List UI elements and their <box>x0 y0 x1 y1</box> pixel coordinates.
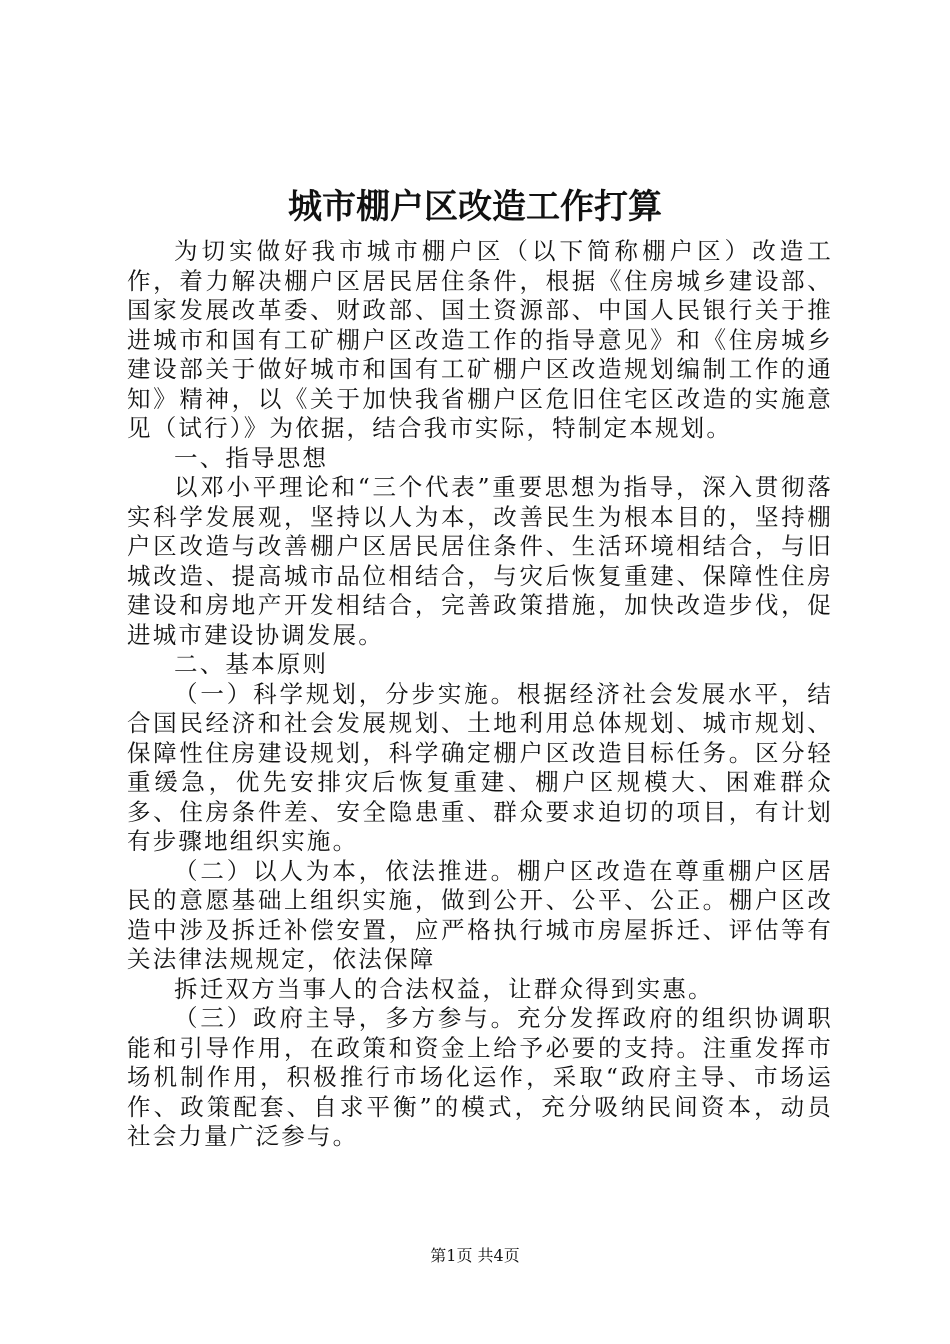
principle-2-paragraph: （二）以人为本，依法推进。棚户区改造在尊重棚户区居民的意愿基础上组织实施，做到公开、公平、公正。棚户区改造中涉及拆迁补偿安置，应严格执行城市房屋拆迁、评估等有关法律法规规定，依法保障 <box>127 856 833 973</box>
principle-2-continuation: 拆迁双方当事人的合法权益，让群众得到实惠。 <box>174 974 714 1003</box>
section-heading-basic-principles: 二、基本原则 <box>174 650 329 678</box>
document-title: 城市棚户区改造工作打算 <box>288 187 662 227</box>
intro-paragraph: 为切实做好我市城市棚户区（以下简称棚户区）改造工作，着力解决棚户区居民居住条件，根据《住房城乡建设部、国家发展改革委、财政部、国土资源部、中国人民银行关于推进城市和国有工矿棚户区改造工作的指导意见》和《住房城乡建设部关于做好城市和国有工矿棚户区改造规划编制工作的通知》精神，以《关于加快我省棚户区危旧住宅区改造的实施意见（试行）》为依据，结合我市实际，特制定本规划。 <box>127 237 833 442</box>
principle-1-paragraph: （一）科学规划，分步实施。根据经济社会发展水平，结合国民经济和社会发展规划、土地利用总体规划、城市规划、保障性住房建设规划，科学确定棚户区改造目标任务。区分轻重缓急，优先安排灾后恢复重建、棚户区规模大、困难群众多、住房条件差、安全隐患重、群众要求迫切的项目，有计划有步骤地组织实施。 <box>127 679 833 855</box>
page-number-footer: 第1页 共4页 <box>430 1246 520 1265</box>
guiding-ideology-paragraph: 以邓小平理论和“三个代表”重要思想为指导，深入贯彻落实科学发展观，坚持以人为本，改善民生为根本目的，坚持棚户区改造与改善棚户区居民居住条件、生活环境相结合，与旧城改造、提高城市品位相结合，与灾后恢复重建、保障性住房建设和房地产开发相结合，完善政策措施，加快改造步伐，促进城市建设协调发展。 <box>127 473 833 649</box>
principle-3-paragraph: （三）政府主导，多方参与。充分发挥政府的组织协调职能和引导作用，在政策和资金上给予必要的支持。注重发挥市场机制作用，积极推行市场化运作，采取“政府主导、市场运作、政策配套、自求平衡”的模式，充分吸纳民间资本，动员社会力量广泛参与。 <box>127 1004 833 1150</box>
document-body <box>127 237 833 1152</box>
section-heading-guiding-ideology: 一、指导思想 <box>174 443 329 472</box>
